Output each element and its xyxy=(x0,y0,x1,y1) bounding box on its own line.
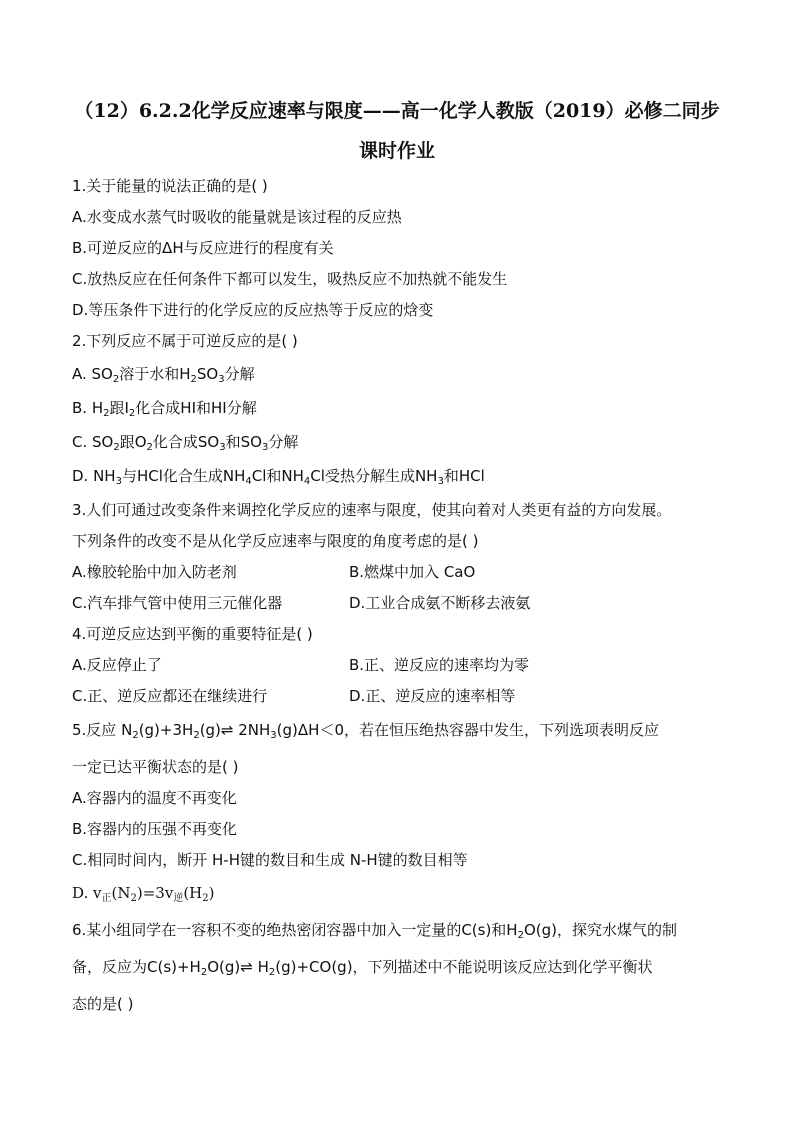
q1-option-b: B.可逆反应的ΔH与反应进行的程度有关 xyxy=(72,239,334,257)
q3-stem-line2: 下列条件的改变不是从化学反应速率与限度的角度考虑的是( ) xyxy=(72,532,479,550)
q3-option-d: D.工业合成氨不断移去液氨 xyxy=(349,594,531,612)
q1-stem: 1.关于能量的说法正确的是( ) xyxy=(72,177,268,195)
document-title-line2: 课时作业 xyxy=(358,140,435,162)
q3-stem-line1: 3.人们可通过改变条件来调控化学反应的速率与限度，使其向着对人类更有益的方向发展。 xyxy=(72,501,672,519)
q5-option-d: D. $v_正(N_2)=3v_逆(H_2)$ xyxy=(72,884,215,904)
q6-stem-line3: 态的是( ) xyxy=(72,995,134,1013)
q4-option-c: C.正、逆反应都还在继续进行 xyxy=(72,687,268,705)
q5-option-c: C.相同时间内，断开 H-H键的数目和生成 N-H键的数目相等 xyxy=(72,851,468,869)
q3-option-b: B.燃煤中加入 CaO xyxy=(349,563,476,581)
q2-option-b: B. $H_2$跟$I_2$化合成HI和HI分解 xyxy=(72,399,257,419)
q4-option-a: A.反应停止了 xyxy=(72,656,162,674)
q4-option-d: D.正、逆反应的速率相等 xyxy=(349,687,516,705)
q1-option-d: D.等压条件下进行的化学反应的反应热等于反应的焓变 xyxy=(72,301,434,319)
q4-stem: 4.可逆反应达到平衡的重要特征是( ) xyxy=(72,625,313,643)
q1-option-a: A.水变成水蒸气时吸收的能量就是该过程的反应热 xyxy=(72,208,402,226)
q4-option-b: B.正、逆反应的速率均为零 xyxy=(349,656,530,674)
q2-option-a: A. $SO_2$溶于水和$H_2SO_3$分解 xyxy=(72,365,255,385)
document-title-line1: （12）6.2.2化学反应速率与限度——高一化学人教版（2019）必修二同步 xyxy=(74,100,720,122)
q5-option-b: B.容器内的压强不再变化 xyxy=(72,820,238,838)
q5-stem-line2: 一定已达平衡状态的是( ) xyxy=(72,758,239,776)
q6-stem-line1: 6.某小组同学在一容积不变的绝热密闭容器中加入一定量的C(s)和$H_2O(g)$，探究水煤气的制 xyxy=(72,921,678,941)
q6-stem-line2: 备，反应为$C(s)+H_2O(g)\rightleftharpoons$ $H_2(g)+CO(g)$，下列描述中不能说明该反应达到化学平衡状 xyxy=(72,958,653,978)
q2-stem: 2.下列反应不属于可逆反应的是( ) xyxy=(72,332,298,350)
q3-option-c: C.汽车排气管中使用三元催化器 xyxy=(72,594,283,612)
q1-option-c: C.放热反应在任何条件下都可以发生，吸热反应不加热就不能发生 xyxy=(72,270,508,288)
q2-option-c: C. $SO_2$跟$O_2$化合成$SO_3$和$SO_3$分解 xyxy=(72,433,299,453)
q2-option-d: D. $NH_3$与HCl化合生成$NH_4Cl$和$NH_4Cl$受热分解生成$NH_3$和HCl xyxy=(72,467,485,487)
q3-option-a: A.橡胶轮胎中加入防老剂 xyxy=(72,563,237,581)
q5-stem-line1: 5.反应 $N_2(g)+3H_2(g)\rightleftharpoons$ $2NH_3(g)\Delta H<0$，若在恒压绝热容器中发生，下列选项表明反应 xyxy=(72,721,659,741)
q5-option-a: A.容器内的温度不再变化 xyxy=(72,789,237,807)
